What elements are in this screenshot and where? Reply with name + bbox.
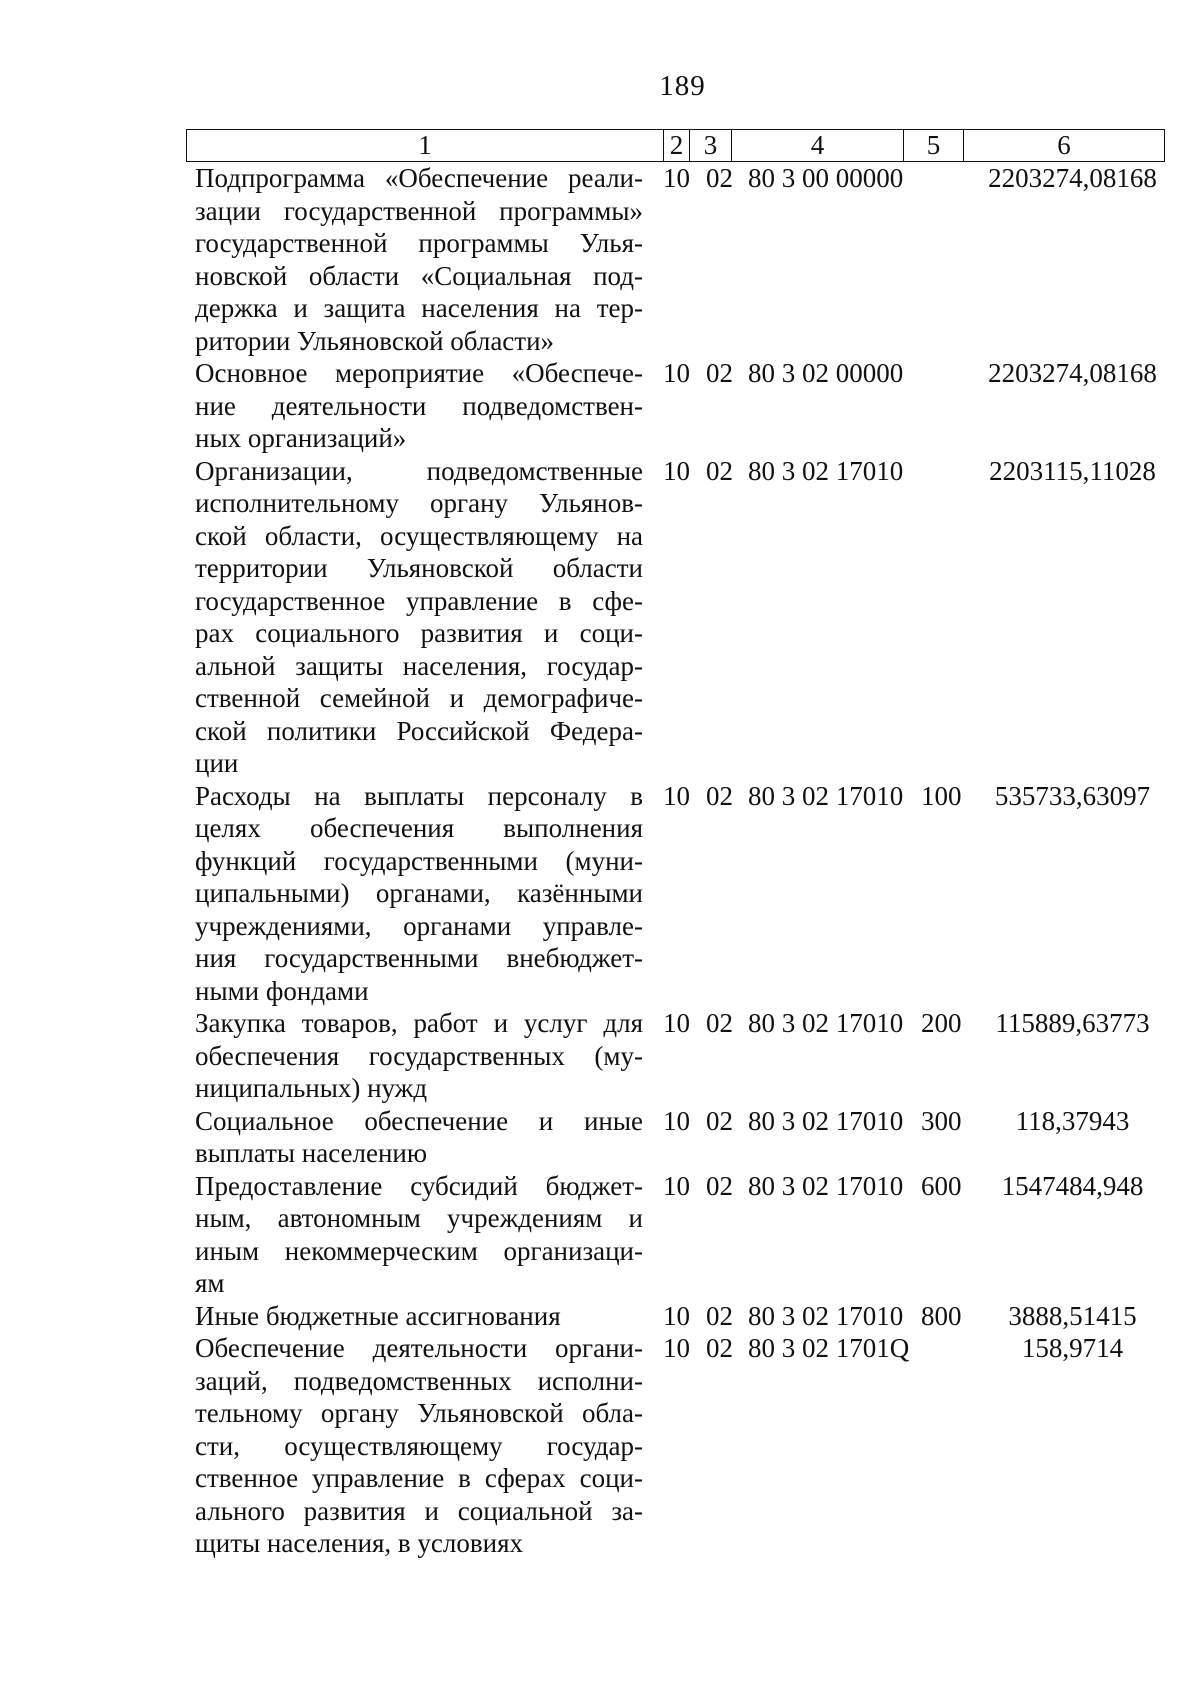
description-line: тельному органу Ульяновской обла- (195, 1398, 643, 1428)
page-number: 189 (659, 70, 706, 102)
description-line: ям (195, 1268, 225, 1298)
row-cell-col-3: 02 (706, 1105, 733, 1136)
row-cell-col-3: 02 (706, 163, 733, 193)
description-line: Расходы на выплаты персоналу в (195, 780, 643, 811)
description-line: целях обеспечения выполнения (195, 813, 643, 843)
description-line: ными фондами (195, 975, 369, 1006)
description-line: исполнительному органу Ульянов- (195, 488, 643, 518)
row-cell-col-2: 10 (663, 1300, 690, 1331)
row-cell-col-6: 3888,51415 (1008, 1300, 1137, 1331)
description-line: новской области «Социальная под- (195, 260, 643, 291)
table-header (186, 129, 1165, 162)
description-line: ции (195, 748, 239, 778)
description-line: Иные бюджетные ассигнования (195, 1300, 561, 1331)
row-cell-col-3: 02 (706, 1008, 733, 1038)
description-line: Основное мероприятие «Обеспече- (195, 358, 643, 388)
table-row (0, 780, 1200, 1008)
row-cell-col-6: 535733,63097 (994, 780, 1151, 811)
row-cell-col-4: 80 3 02 17010 (748, 780, 904, 811)
description-line: ния государственными внебюджет- (195, 943, 643, 973)
table-row (0, 162, 1200, 357)
description-line: Обеспечение деятельности органи- (195, 1333, 643, 1363)
description-line: заций, подведомственных исполни- (195, 1365, 643, 1396)
description-line: ального развития и социальной за- (195, 1495, 643, 1526)
description-line: зации государственной программы» (195, 195, 643, 226)
table-row (0, 1332, 1200, 1560)
row-cell-col-4: 80 3 02 17010 (748, 1105, 904, 1136)
row-cell-col-3: 02 (706, 455, 733, 486)
table-row (0, 1300, 1200, 1333)
row-cell-col-5: 200 (921, 1008, 962, 1038)
description-line: Закупка товаров, работ и услуг для (195, 1008, 643, 1038)
description-line: ственное управление в сферах соци- (195, 1463, 643, 1493)
description-line: Подпрограмма «Обеспечение реали- (195, 163, 643, 193)
row-cell-col-4: 80 3 02 17010 (748, 455, 904, 486)
description-line: выплаты населению (195, 1138, 428, 1168)
row-cell-col-4: 80 3 02 00000 (748, 358, 904, 388)
description-line: функций государственными (муни- (195, 845, 643, 876)
header-col-3: 3 (690, 130, 732, 161)
row-cell-col-2: 10 (663, 780, 690, 811)
row-cell-col-3: 02 (706, 1333, 733, 1363)
table-row (0, 357, 1200, 455)
description-line: ниципальных) нужд (195, 1073, 428, 1103)
row-description (195, 1105, 643, 1170)
description-line: ных организаций» (195, 423, 407, 453)
row-description (195, 1170, 643, 1300)
description-line: Предоставление субсидий бюджет- (195, 1170, 643, 1201)
description-line: государственное управление в сфе- (195, 585, 643, 616)
row-description (195, 780, 643, 1008)
description-line: Организации, подведомственные (195, 455, 643, 486)
description-line: щиты населения, в условиях (195, 1528, 524, 1558)
row-cell-col-5: 100 (921, 780, 962, 811)
description-line: ственной семейной и демографиче- (195, 683, 643, 713)
description-line: сти, осуществляющему государ- (195, 1430, 643, 1461)
description-line: обеспечения государственных (му- (195, 1040, 643, 1071)
header-col-6: 6 (1057, 130, 1071, 160)
row-cell-col-6: 2203115,11028 (989, 455, 1156, 486)
row-description (195, 357, 643, 455)
header-col-5: 5 (904, 130, 964, 161)
description-line: ние деятельности подведомствен- (195, 390, 643, 421)
description-line: рах социального развития и соци- (195, 618, 643, 648)
description-line: иным некоммерческим организаци- (195, 1235, 643, 1266)
row-description (195, 1332, 643, 1560)
row-description (195, 162, 643, 357)
table-row (0, 1170, 1200, 1300)
row-description (195, 1007, 643, 1105)
table-body (0, 162, 1200, 1560)
header-col-4: 4 (732, 130, 904, 161)
row-cell-col-6: 1547484,948 (1001, 1170, 1144, 1201)
table-row (0, 1007, 1200, 1105)
description-line: ным, автономным учреждениям и (195, 1203, 643, 1233)
row-cell-col-2: 10 (663, 1105, 690, 1136)
description-line: ципальными) органами, казёнными (195, 878, 643, 908)
description-line: ской политики Российской Федера- (195, 715, 643, 746)
description-line: учреждениями, органами управле- (195, 910, 643, 941)
row-cell-col-4: 80 3 00 00000 (748, 163, 904, 193)
header-col-2: 2 (664, 130, 690, 161)
row-cell-col-5: 600 (921, 1170, 962, 1201)
row-description (195, 455, 643, 780)
row-cell-col-2: 10 (663, 1170, 690, 1201)
row-cell-col-6: 115889,63773 (995, 1008, 1150, 1038)
row-cell-col-3: 02 (706, 780, 733, 811)
row-cell-col-5: 800 (921, 1300, 962, 1331)
row-cell-col-2: 10 (663, 163, 690, 193)
row-cell-col-3: 02 (706, 1300, 733, 1331)
row-cell-col-6: 2203274,08168 (988, 358, 1157, 388)
row-cell-col-4: 80 3 02 17010 (748, 1008, 904, 1038)
row-description (195, 1300, 643, 1333)
row-cell-col-6: 2203274,08168 (988, 163, 1157, 193)
description-line: держка и защита населения на тер- (195, 293, 643, 323)
row-cell-col-5: 300 (921, 1105, 962, 1136)
row-cell-col-4: 80 3 02 17010 (748, 1300, 904, 1331)
table-row (0, 455, 1200, 780)
row-cell-col-3: 02 (706, 358, 733, 388)
description-line: территории Ульяновской области (195, 553, 643, 583)
row-cell-col-2: 10 (663, 1333, 690, 1363)
row-cell-col-6: 158,9714 (1021, 1333, 1124, 1363)
description-line: ритории Ульяновской области» (195, 325, 555, 356)
row-cell-col-2: 10 (663, 1008, 690, 1038)
row-cell-col-2: 10 (663, 358, 690, 388)
header-col-1: 1 (187, 130, 664, 161)
description-line: ской области, осуществляющему на (195, 520, 643, 551)
row-cell-col-4: 80 3 02 17010 (748, 1170, 904, 1201)
table-row (0, 1105, 1200, 1170)
row-cell-col-2: 10 (663, 455, 690, 486)
row-cell-col-4: 80 3 02 1701Q (748, 1333, 910, 1363)
description-line: альной защиты населения, государ- (195, 650, 643, 681)
description-line: государственной программы Улья- (195, 228, 643, 258)
row-cell-col-6: 118,37943 (1015, 1105, 1130, 1136)
row-cell-col-3: 02 (706, 1170, 733, 1201)
description-line: Социальное обеспечение и иные (195, 1105, 643, 1136)
